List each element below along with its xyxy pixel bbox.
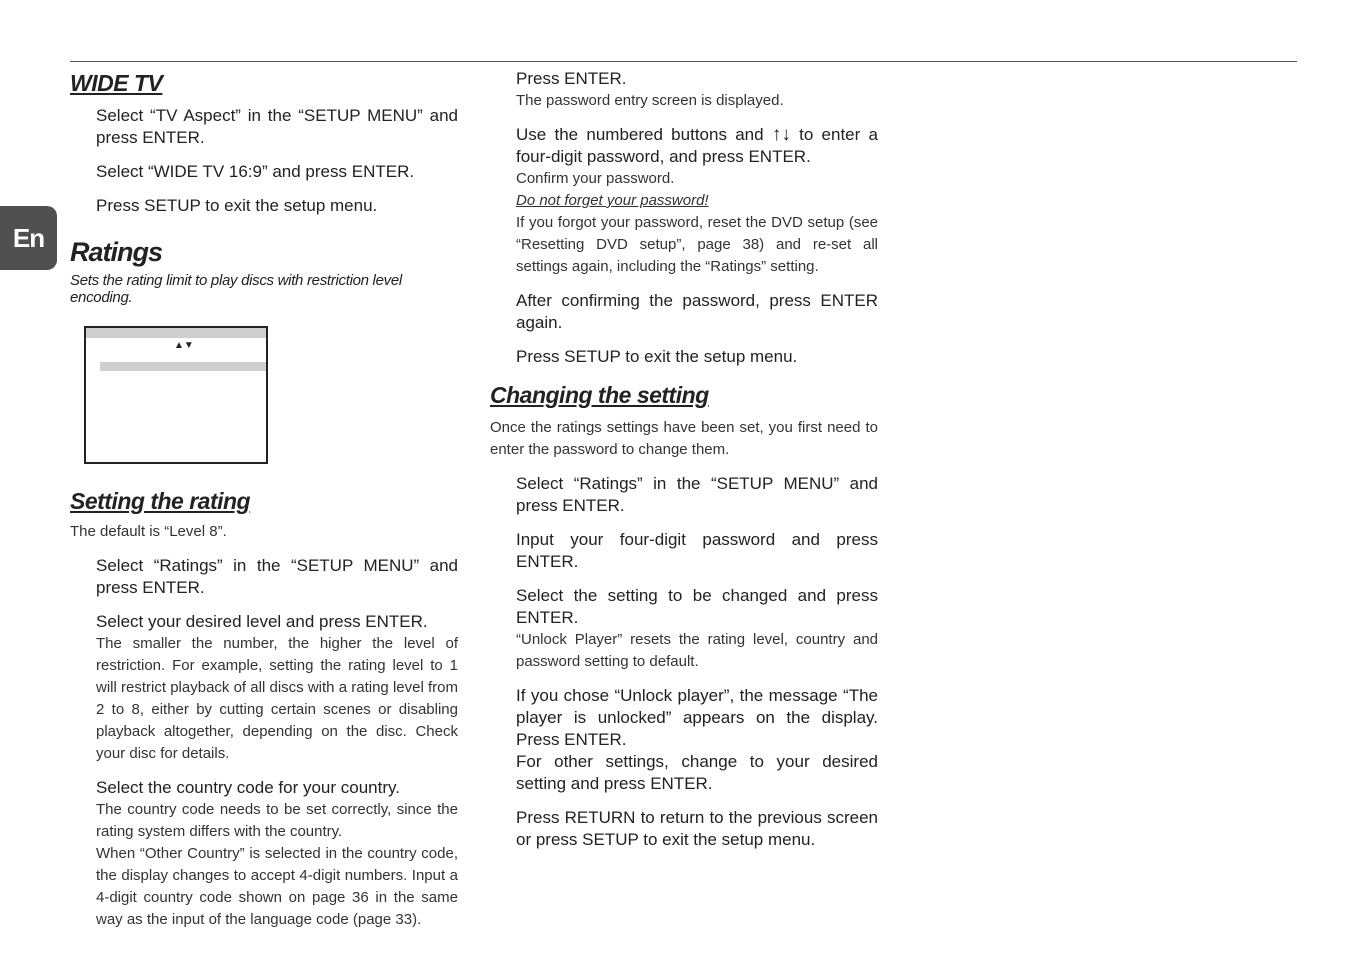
rating-step-6: After confirming the password, press ENTER again. [516, 291, 878, 332]
default-level-text: The default is “Level 8”. [70, 523, 227, 540]
rating-step-3-note-2: When “Other Country” is selected in the country code, the display changes to accept 4-digit numbers. Input a 4-digit country code shown on page 36 in the same way as the input of the language code (page 33). [96, 845, 458, 928]
rating-step-4-note: The password entry screen is displayed. [516, 92, 784, 109]
wide-tv-step-3: Press SETUP to exit the setup menu. [96, 196, 378, 215]
change-step-4a: If you chose “Unlock player”, the message “The player is unlocked” appears on the display. Press ENTER. [516, 686, 878, 749]
rating-step-5 [516, 124, 878, 168]
rating-step-7: Press SETUP to exit the setup menu. [516, 347, 798, 366]
changing-intro: Once the ratings settings have been set, you first need to enter the password to change them. [490, 419, 878, 458]
menu-selection-bar [100, 362, 266, 371]
change-step-3: Select the setting to be changed and press ENTER. [516, 586, 878, 627]
top-rule [70, 61, 1297, 62]
rating-step-2-note: The smaller the number, the higher the level of restriction. For example, setting the rating level to 1 will restrict playback of all discs with a rating level from 2 to 8, either by cutting certain scenes or disabling playback altogether, depending on the disc. Check your disc for details. [96, 635, 458, 762]
language-tab: En [0, 206, 57, 270]
step-5-text-a: Use the numbered buttons and [516, 125, 764, 144]
wide-tv-step-1: Select “TV Aspect” in the “SETUP MENU” and press ENTER. [96, 106, 458, 147]
menu-header-bar [86, 328, 266, 338]
wide-tv-step-2: Select “WIDE TV 16:9” and press ENTER. [96, 162, 415, 181]
rating-step-3-note-1: The country code needs to be set correctly, since the rating system differs with the country. [96, 801, 458, 840]
step-5-text-b: to enter a four-digit password, and press ENTER. [516, 125, 879, 166]
rating-step-5-note-1: Confirm your password. [516, 170, 675, 187]
change-step-1: Select “Ratings” in the “SETUP MENU” and press ENTER. [516, 474, 878, 515]
changing-setting-heading: Changing the setting [490, 382, 709, 408]
change-step-4b: For other settings, change to your desired setting and press ENTER. [516, 752, 878, 793]
rating-step-5-note-2: If you forgot your password, reset the DVD setup (see “Resetting DVD setup”, page 38) and re-set all settings again, including the “Ratings” setting. [516, 214, 878, 275]
rating-step-2: Select your desired level and press ENTER. [96, 612, 428, 631]
change-step-3-note: “Unlock Player” resets the rating level, country and password setting to default. [516, 631, 878, 670]
setup-menu-illustration [84, 326, 268, 464]
up-down-arrows-icon: ▲▼ [174, 340, 194, 351]
password-warning: Do not forget your password! [516, 192, 709, 209]
rating-step-3: Select the country code for your country. [96, 778, 400, 797]
ratings-heading: Ratings [70, 237, 163, 267]
setting-rating-heading: Setting the rating [70, 488, 251, 514]
change-step-2: Input your four-digit password and press ENTER. [516, 530, 878, 571]
ratings-lead: Sets the rating limit to play discs with restriction level encoding. [70, 272, 402, 306]
left-column [70, 70, 458, 931]
rating-step-1: Select “Ratings” in the “SETUP MENU” and press ENTER. [96, 556, 458, 597]
wide-tv-heading: WIDE TV [70, 70, 163, 96]
middle-column [490, 68, 878, 851]
change-step-5: Press RETURN to return to the previous screen or press SETUP to exit the setup menu. [516, 808, 878, 849]
up-down-arrow-icon: ↑↓ [771, 124, 791, 145]
rating-step-4: Press ENTER. [516, 69, 627, 88]
